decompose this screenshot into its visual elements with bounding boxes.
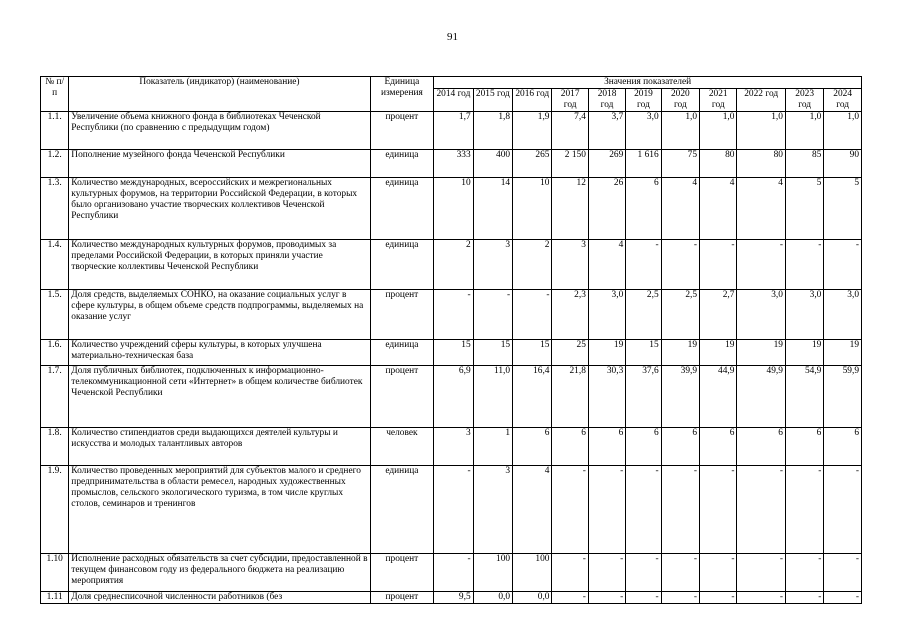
value-cell: 11,0 [473, 366, 512, 428]
unit-cell: единица [370, 240, 434, 290]
value-cell: 1 616 [626, 150, 661, 178]
indicator-name: Исполнение расходных обязательств за счет субсидии, предоставленной в текущем финансовом году из федерального бюджета на реализацию мероприятия [69, 554, 370, 592]
value-cell: 2,7 [700, 290, 737, 340]
row-number: 1.10 [41, 554, 69, 592]
value-cell: 6 [588, 428, 625, 466]
value-cell: 1,0 [700, 112, 737, 150]
value-cell: - [434, 554, 473, 592]
table-row [41, 290, 862, 340]
value-cell: 6 [552, 428, 588, 466]
unit-cell: процент [370, 290, 434, 340]
value-cell: 6 [700, 428, 737, 466]
value-cell: 2 150 [552, 150, 588, 178]
header-indicator: Показатель (индикатор) (наименование) [69, 77, 370, 112]
value-cell: 9,5 [434, 592, 473, 604]
table-row [41, 112, 862, 150]
indicator-name: Доля средств, выделяемых СОНКО, на оказание социальных услуг в сфере культуры, в общем объеме средств подпрограммы, выделяемых на оказание услуг [69, 290, 370, 340]
row-number: 1.6. [41, 340, 69, 366]
header-year: 2023 год [785, 89, 823, 112]
header-year: 2024 год [824, 89, 862, 112]
value-cell: - [552, 592, 588, 604]
value-cell: - [737, 466, 786, 554]
header-year: 2020 год [661, 89, 699, 112]
value-cell: 2,5 [661, 290, 699, 340]
value-cell: 1,0 [824, 112, 862, 150]
value-cell: - [473, 290, 512, 340]
indicators-table [40, 76, 862, 604]
value-cell: 1 [473, 428, 512, 466]
value-cell: 25 [552, 340, 588, 366]
value-cell: 15 [473, 340, 512, 366]
table-row [41, 150, 862, 178]
value-cell: 1,0 [737, 112, 786, 150]
value-cell: - [824, 466, 862, 554]
unit-cell: процент [370, 554, 434, 592]
table-row [41, 340, 862, 366]
value-cell: 1,0 [785, 112, 823, 150]
indicator-name: Количество стипендиатов среди выдающихся деятелей культуры и искусства и молодых талантливых авторов [69, 428, 370, 466]
value-cell: - [700, 592, 737, 604]
value-cell: 85 [785, 150, 823, 178]
header-unit: Единица измерения [370, 77, 434, 112]
value-cell: - [661, 592, 699, 604]
value-cell: - [824, 592, 862, 604]
indicator-name: Количество проведенных мероприятий для субъектов малого и среднего предпринимательства в области ремесел, народных художественных промыслов, сельского экологического туризма, в том числе круглых столов, семинаров и тренингов [69, 466, 370, 554]
indicator-name: Пополнение музейного фонда Чеченской Республики [69, 150, 370, 178]
row-number: 1.8. [41, 428, 69, 466]
table-row [41, 428, 862, 466]
value-cell: - [552, 466, 588, 554]
value-cell: - [434, 466, 473, 554]
value-cell: 80 [737, 150, 786, 178]
indicator-name: Количество международных, всероссийских и межрегиональных культурных форумов, на территории Российской Федерации, в которых было организовано участие творческих коллективов Чеченской Республики [69, 178, 370, 240]
value-cell: 19 [700, 340, 737, 366]
header-year: 2018 год [588, 89, 625, 112]
value-cell: - [552, 554, 588, 592]
value-cell: 2 [513, 240, 552, 290]
table-row [41, 178, 862, 240]
header-year: 2022 год [737, 89, 786, 112]
value-cell: 26 [588, 178, 625, 240]
value-cell: - [785, 466, 823, 554]
value-cell: 3 [434, 428, 473, 466]
value-cell: - [626, 592, 661, 604]
table-row [41, 466, 862, 554]
value-cell: - [700, 466, 737, 554]
value-cell: 90 [824, 150, 862, 178]
value-cell: 10 [513, 178, 552, 240]
value-cell: 80 [700, 150, 737, 178]
value-cell: 75 [661, 150, 699, 178]
page-number: 91 [447, 31, 458, 43]
value-cell: 0,0 [513, 592, 552, 604]
value-cell: - [626, 240, 661, 290]
value-cell: 19 [661, 340, 699, 366]
table-row [41, 366, 862, 428]
value-cell: - [785, 554, 823, 592]
indicator-name: Количество учреждений сферы культуры, в которых улучшена материально-техническая база [69, 340, 370, 366]
header-year: 2017 год [552, 89, 588, 112]
value-cell: 3,0 [824, 290, 862, 340]
value-cell: 15 [626, 340, 661, 366]
value-cell: 100 [473, 554, 512, 592]
value-cell: 10 [434, 178, 473, 240]
value-cell: 14 [473, 178, 512, 240]
value-cell: 4 [513, 466, 552, 554]
indicator-name: Доля публичных библиотек, подключенных к информационно-телекоммуникационной сети «Интернет» в общем количестве библиотек Чеченской Республики [69, 366, 370, 428]
value-cell: - [737, 240, 786, 290]
value-cell: 6 [661, 428, 699, 466]
value-cell: - [588, 592, 625, 604]
value-cell: 19 [824, 340, 862, 366]
unit-cell: единица [370, 466, 434, 554]
header-year: 2015 год [473, 89, 512, 112]
value-cell: 15 [434, 340, 473, 366]
value-cell: - [661, 240, 699, 290]
value-cell: 21,8 [552, 366, 588, 428]
value-cell: - [434, 290, 473, 340]
header-year: 2019 год [626, 89, 661, 112]
indicator-name: Доля среднесписочной численности работников (без [69, 592, 370, 604]
value-cell: - [824, 240, 862, 290]
unit-cell: процент [370, 592, 434, 604]
value-cell: - [737, 554, 786, 592]
value-cell: - [588, 466, 625, 554]
value-cell: - [785, 240, 823, 290]
value-cell: 3,7 [588, 112, 625, 150]
value-cell: 3 [473, 466, 512, 554]
row-number: 1.5. [41, 290, 69, 340]
value-cell: 2,5 [626, 290, 661, 340]
value-cell: 2 [434, 240, 473, 290]
value-cell: 39,9 [661, 366, 699, 428]
value-cell: 100 [513, 554, 552, 592]
value-cell: 3,0 [785, 290, 823, 340]
unit-cell: единица [370, 340, 434, 366]
value-cell: 15 [513, 340, 552, 366]
value-cell: 5 [785, 178, 823, 240]
table-row [41, 240, 862, 290]
value-cell: - [626, 466, 661, 554]
value-cell: 3 [552, 240, 588, 290]
indicator-name: Увеличение объема книжного фонда в библиотеках Чеченской Республики (по сравнению с предыдущим годом) [69, 112, 370, 150]
header-values-group: Значения показателей [434, 77, 862, 89]
unit-cell: единица [370, 150, 434, 178]
row-number: 1.1. [41, 112, 69, 150]
value-cell: 19 [737, 340, 786, 366]
indicator-name: Количество международных культурных форумов, проводимых за пределами Российской Федерации, в которых приняли участие творческие коллективы Чеченской Республики [69, 240, 370, 290]
value-cell: 19 [588, 340, 625, 366]
value-cell: 49,9 [737, 366, 786, 428]
value-cell: - [700, 240, 737, 290]
value-cell: 1,9 [513, 112, 552, 150]
value-cell: - [513, 290, 552, 340]
value-cell: 3 [473, 240, 512, 290]
row-number: 1.2. [41, 150, 69, 178]
unit-cell: процент [370, 112, 434, 150]
value-cell: 6 [513, 428, 552, 466]
value-cell: 4 [737, 178, 786, 240]
header-year: 2014 год [434, 89, 473, 112]
row-number: 1.3. [41, 178, 69, 240]
value-cell: 1,8 [473, 112, 512, 150]
value-cell: 16,4 [513, 366, 552, 428]
value-cell: 59,9 [824, 366, 862, 428]
header-num: № п/ п [41, 77, 69, 112]
row-number: 1.11 [41, 592, 69, 604]
unit-cell: процент [370, 366, 434, 428]
value-cell: 6 [626, 428, 661, 466]
table-row [41, 554, 862, 592]
value-cell: 0,0 [473, 592, 512, 604]
row-number: 1.7. [41, 366, 69, 428]
value-cell: 3,0 [737, 290, 786, 340]
value-cell: - [661, 554, 699, 592]
table-row [41, 592, 862, 604]
unit-cell: человек [370, 428, 434, 466]
value-cell: 4 [588, 240, 625, 290]
value-cell: 269 [588, 150, 625, 178]
value-cell: 6 [824, 428, 862, 466]
value-cell: 44,9 [700, 366, 737, 428]
value-cell: - [588, 554, 625, 592]
value-cell: 6,9 [434, 366, 473, 428]
value-cell: 3,0 [588, 290, 625, 340]
value-cell: - [626, 554, 661, 592]
value-cell: 19 [785, 340, 823, 366]
value-cell: 265 [513, 150, 552, 178]
value-cell: 400 [473, 150, 512, 178]
value-cell: 12 [552, 178, 588, 240]
value-cell: - [700, 554, 737, 592]
header-year: 2021 год [700, 89, 737, 112]
row-number: 1.9. [41, 466, 69, 554]
value-cell: 30,3 [588, 366, 625, 428]
value-cell: 37,6 [626, 366, 661, 428]
value-cell: - [737, 592, 786, 604]
value-cell: 1,7 [434, 112, 473, 150]
value-cell: 4 [700, 178, 737, 240]
value-cell: 333 [434, 150, 473, 178]
value-cell: 3,0 [626, 112, 661, 150]
value-cell: 6 [785, 428, 823, 466]
value-cell: 54,9 [785, 366, 823, 428]
value-cell: - [661, 466, 699, 554]
value-cell: 6 [737, 428, 786, 466]
value-cell: - [824, 554, 862, 592]
value-cell: 1,0 [661, 112, 699, 150]
value-cell: 6 [626, 178, 661, 240]
header-year: 2016 год [513, 89, 552, 112]
value-cell: 2,3 [552, 290, 588, 340]
value-cell: 5 [824, 178, 862, 240]
unit-cell: единица [370, 178, 434, 240]
row-number: 1.4. [41, 240, 69, 290]
value-cell: 7,4 [552, 112, 588, 150]
value-cell: 4 [661, 178, 699, 240]
value-cell: - [785, 592, 823, 604]
